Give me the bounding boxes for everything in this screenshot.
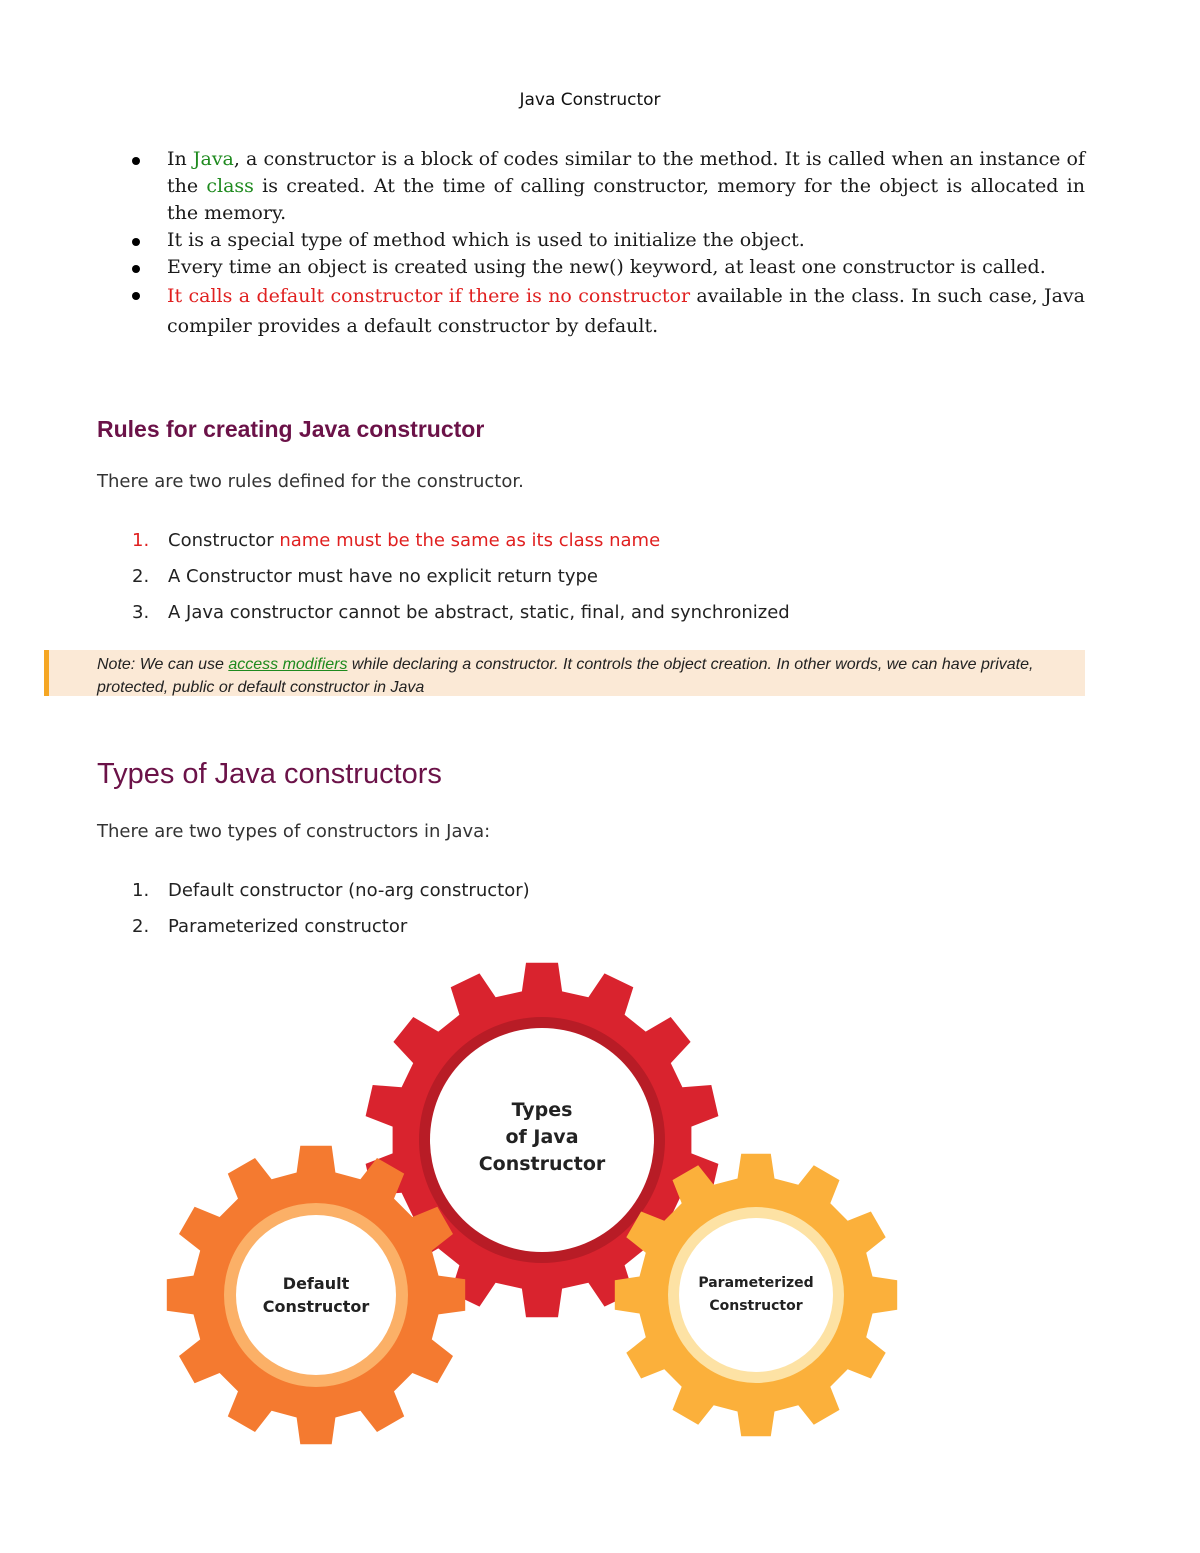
access-modifiers-link[interactable]: access modifiers — [228, 656, 348, 673]
note-box: Note: We can use access modifiers while declaring a constructor. It controls the object creation. In other words, we can have private, protected, public or default constructor in Java — [44, 650, 1085, 696]
right-gear-label-1: Parameterized — [698, 1275, 814, 1291]
types-heading: Types of Java constructors — [97, 758, 442, 790]
list-item: Every time an object is created using the new() keyword, at least one constructor is called. — [130, 254, 1085, 281]
left-gear-label-1: Default — [282, 1274, 350, 1293]
center-gear-label-1: Types — [511, 1099, 573, 1121]
center-gear-label-3: Constructor — [478, 1153, 606, 1175]
rules-intro: There are two rules defined for the constructor. — [97, 471, 524, 492]
types-list — [130, 877, 530, 949]
rules-list — [130, 527, 790, 635]
list-item: In Java, a constructor is a block of codes similar to the method. It is called when an instance of the class is created. At the time of calling constructor, memory for the object is allocated in the memory. — [130, 146, 1085, 227]
list-item: 1. Default constructor (no-arg constructor) — [132, 880, 530, 901]
list-item: It calls a default constructor if there is no constructor available in the class. In such case, Java compiler provides a default constructor by default. — [130, 281, 1085, 341]
rules-heading: Rules for creating Java constructor — [97, 416, 485, 442]
page-title: Java Constructor — [519, 90, 661, 110]
intro-bullet-list — [130, 146, 1085, 341]
center-gear-label-2: of Java — [505, 1126, 579, 1148]
list-item: 2. Parameterized constructor — [132, 916, 408, 937]
class-link[interactable]: class — [206, 175, 254, 197]
right-gear-label-2: Constructor — [709, 1298, 803, 1314]
list-item: It is a special type of method which is used to initialize the object. — [130, 227, 1085, 254]
left-gear-label-2: Constructor — [262, 1297, 370, 1316]
list-item: 1. Constructor name must be the same as its class name — [132, 530, 661, 551]
list-item: 2. A Constructor must have no explicit return type — [132, 566, 598, 587]
types-intro: There are two types of constructors in Java: — [97, 821, 491, 842]
list-item: 3. A Java constructor cannot be abstract, static, final, and synchronized — [132, 602, 790, 623]
java-link[interactable]: Java — [192, 148, 234, 170]
constructor-types-gear-diagram — [160, 960, 910, 1450]
